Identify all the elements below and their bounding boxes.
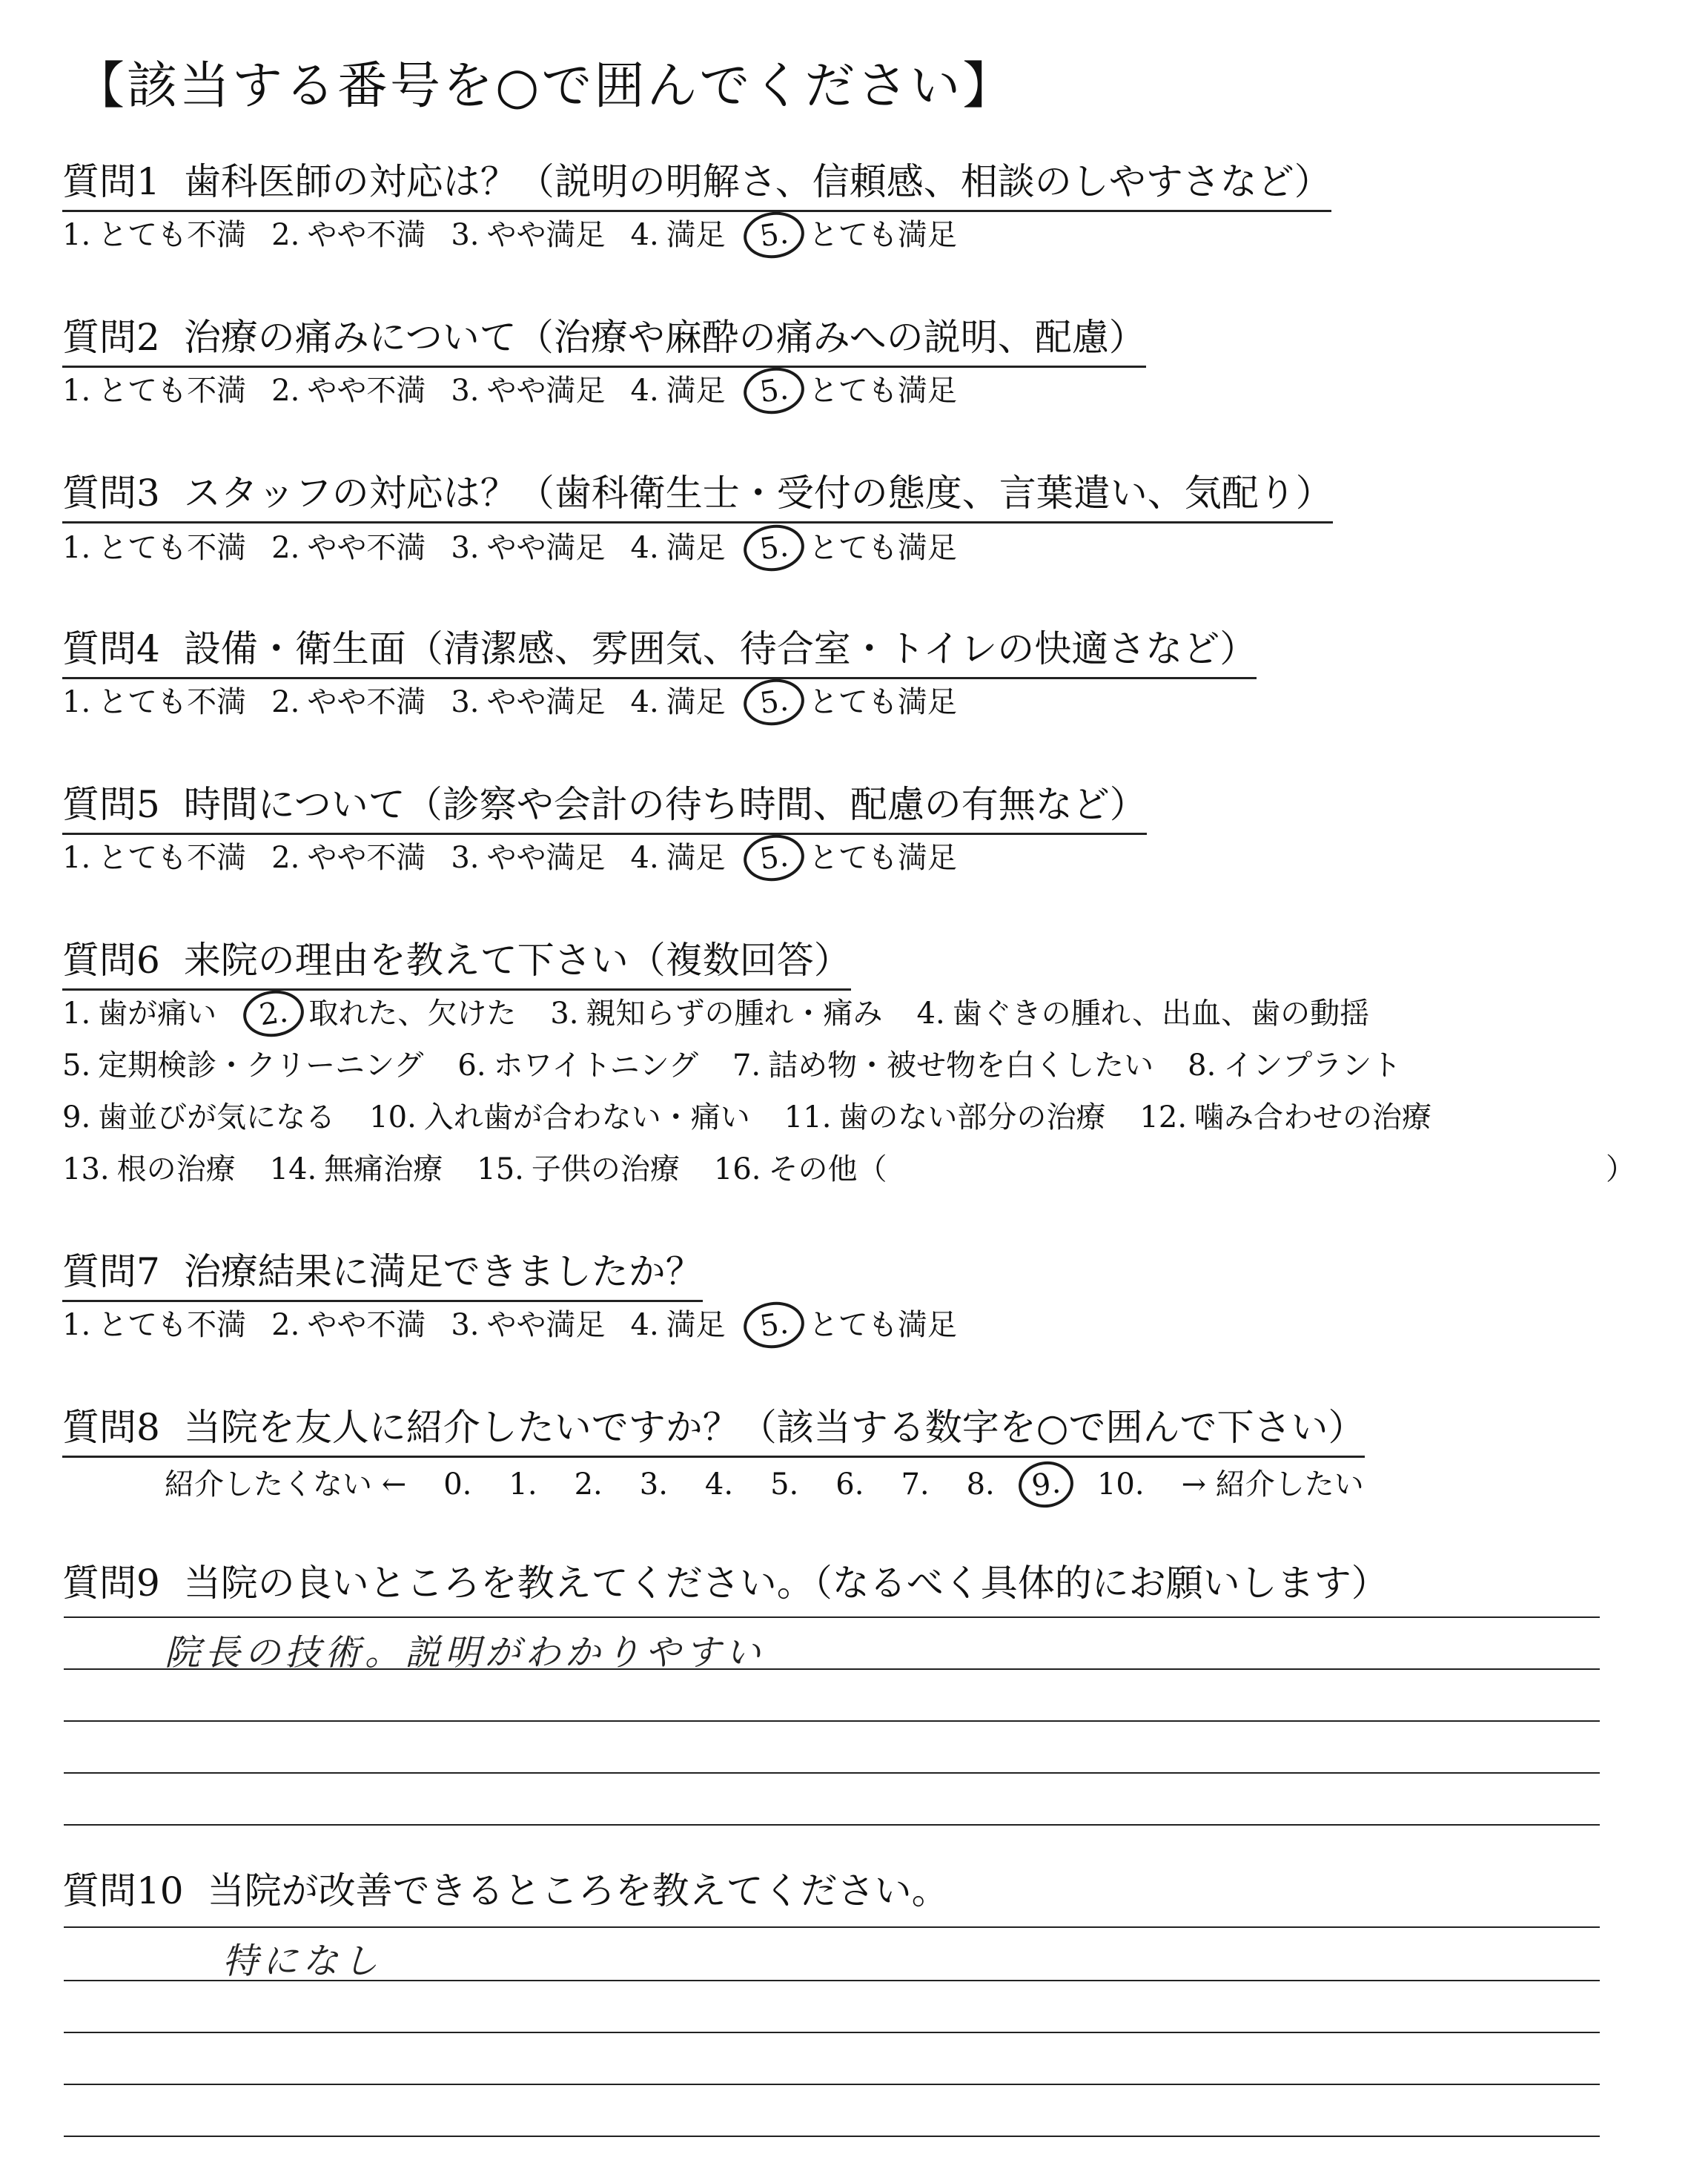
other-close-paren: ）: [1606, 1152, 1635, 1186]
reasons-option-12[interactable]: [1139, 1094, 1431, 1136]
option-number: 3.: [451, 685, 480, 719]
question-number: 質問9: [62, 1562, 160, 1605]
question-5-options: [62, 834, 982, 881]
question-text: 時間について（診察や会計の待ち時間、配慮の有無など）: [183, 783, 1147, 826]
question-2-options: [62, 367, 982, 414]
option-number: 4.: [630, 1308, 659, 1342]
question-number: 質問7: [62, 1250, 160, 1293]
rating_options-option-3[interactable]: [451, 834, 605, 876]
option-number: 5.: [741, 1298, 807, 1353]
option-number: 4.: [630, 374, 659, 408]
rating_options-option-4[interactable]: [631, 367, 726, 409]
rating_options-option-5[interactable]: [751, 524, 957, 571]
question-8-title: [62, 1398, 1365, 1458]
scale-value-4[interactable]: 4.: [704, 1467, 734, 1502]
option-number: 4.: [916, 997, 945, 1031]
option-number: 1.: [62, 374, 91, 408]
rating_options-option-3[interactable]: [451, 524, 605, 567]
option-number: 14.: [269, 1152, 317, 1186]
reasons-option-7[interactable]: [732, 1042, 1153, 1084]
option-label: 満足: [666, 374, 726, 408]
reasons-option-14[interactable]: [270, 1146, 443, 1188]
option-number: 3.: [451, 1308, 480, 1342]
rating_options-option-2[interactable]: [271, 524, 426, 567]
question-number: 質問10: [62, 1869, 184, 1912]
option-label: やや満足: [486, 841, 606, 875]
question-text: 当院の良いところを教えてください。（なるべく具体的にお願いします）: [183, 1562, 1388, 1605]
option-number: 1.: [62, 218, 91, 252]
rating_options-option-2[interactable]: [271, 834, 426, 876]
option-label: 歯並びが気になる: [98, 1100, 336, 1135]
q9-handwritten-answer[interactable]: 院長の技術。説明がわかりやすい: [165, 1632, 766, 1674]
question-4-options: [62, 678, 982, 725]
option-number: 2.: [271, 531, 300, 565]
scale-right-label: → 紹介したい: [1181, 1467, 1364, 1502]
reasons-option-2[interactable]: [251, 990, 516, 1037]
option-number: 5.: [741, 831, 807, 885]
option-label: 入れ歯が合わない・痛い: [423, 1100, 750, 1135]
option-label: やや不満: [307, 841, 426, 875]
option-number: 7.: [732, 1048, 761, 1083]
reasons-option-4[interactable]: [917, 990, 1370, 1032]
option-label: とても不満: [98, 531, 247, 565]
option-number: 1.: [62, 531, 91, 565]
answer-line: [64, 1772, 1600, 1774]
option-label: とても不満: [98, 218, 247, 252]
option-number: 15.: [477, 1152, 524, 1186]
question-9-title: [62, 1553, 1388, 1611]
option-label: とても不満: [98, 685, 247, 719]
rating_options-option-4[interactable]: [631, 211, 726, 254]
reasons-row-2: [62, 1042, 1435, 1084]
option-number: 1.: [62, 1308, 91, 1342]
question-text: 当院を友人に紹介したいですか？（該当する数字を○で囲んで下さい）: [183, 1406, 1366, 1449]
rating_options-option-3[interactable]: [451, 367, 605, 409]
rating_options-option-4[interactable]: [631, 524, 726, 567]
reasons-row-1: [62, 990, 1403, 1037]
option-number: 2.: [271, 218, 300, 252]
option-label: とても満足: [808, 1308, 957, 1342]
option-number: 2.: [271, 685, 300, 719]
rating_options-option-5[interactable]: [751, 678, 957, 725]
question-number: 質問1: [62, 160, 160, 203]
option-number: 1.: [62, 685, 91, 719]
reasons-option-6[interactable]: [457, 1042, 698, 1084]
option-number: 8.: [1188, 1048, 1217, 1083]
option-label: やや満足: [486, 374, 606, 408]
question-2-title: [62, 308, 1146, 368]
option-number: 4.: [630, 685, 659, 719]
question-3-options: [62, 524, 982, 571]
option-label: とても満足: [808, 218, 957, 252]
scale-value-6[interactable]: 6.: [835, 1467, 864, 1502]
scale-value-2[interactable]: 2.: [574, 1467, 603, 1502]
option-label: やや満足: [486, 685, 606, 719]
option-label: とても満足: [808, 531, 957, 565]
option-number: 10.: [369, 1100, 417, 1135]
option-number: 3.: [451, 218, 480, 252]
question-10-title: [62, 1861, 949, 1919]
question-6-title: [62, 931, 851, 991]
scale-value-9[interactable]: 9.: [1016, 1458, 1076, 1511]
reasons-option-16[interactable]: [714, 1146, 887, 1188]
option-label: 満足: [666, 841, 726, 875]
option-number: 2.: [240, 987, 307, 1041]
option-label: 歯が痛い: [98, 997, 217, 1031]
question-3-title: [62, 463, 1333, 524]
rating_options-option-2[interactable]: [271, 678, 426, 721]
answer-line: [64, 1720, 1600, 1722]
scale-value-0[interactable]: 0.: [443, 1467, 472, 1502]
option-label: とても不満: [98, 841, 247, 875]
option-label: その他（: [768, 1152, 887, 1186]
reasons-option-3[interactable]: [550, 990, 882, 1032]
rating_options-option-4[interactable]: [631, 834, 726, 876]
option-label: 親知らずの腫れ・痛み: [586, 997, 883, 1031]
option-number: 3.: [550, 997, 579, 1031]
option-label: やや不満: [307, 374, 426, 408]
question-text: 歯科医師の対応は？（説明の明解さ、信頼感、相談のしやすさなど）: [183, 160, 1331, 203]
scale-value-8[interactable]: 8.: [966, 1467, 995, 1502]
reasons-option-15[interactable]: [477, 1146, 680, 1188]
scale-value-10[interactable]: 10.: [1096, 1467, 1145, 1502]
rating_options-option-5[interactable]: [751, 834, 957, 881]
rating_options-option-1[interactable]: [62, 1301, 246, 1344]
question-number: 質問3: [62, 472, 160, 515]
question-5-title: [62, 775, 1147, 835]
option-label: 根の治療: [116, 1152, 236, 1186]
option-number: 4.: [630, 841, 659, 875]
answer-line: [64, 1980, 1600, 1981]
answer-line: [64, 1926, 1600, 1928]
option-label: とても満足: [808, 374, 957, 408]
question-1-options: [62, 211, 982, 258]
option-label: やや不満: [307, 685, 426, 719]
reasons-option-8[interactable]: [1188, 1042, 1401, 1084]
option-number: 5.: [741, 521, 807, 575]
option-label: とても不満: [98, 374, 247, 408]
option-label: やや満足: [486, 531, 606, 565]
form-header: 【該当する番号を○で囲んでください】: [74, 57, 1016, 116]
option-number: 12.: [1139, 1100, 1188, 1135]
option-number: 4.: [630, 531, 659, 565]
option-number: 5.: [741, 208, 807, 262]
answer-line: [64, 1668, 1600, 1670]
reasons-option-13[interactable]: [62, 1146, 236, 1188]
rating_options-option-3[interactable]: [451, 1301, 605, 1344]
question-number: 質問6: [62, 939, 160, 982]
question-number: 質問4: [62, 627, 160, 670]
scale-value-7[interactable]: 7.: [901, 1467, 930, 1502]
option-label: ホワイトニング: [493, 1048, 698, 1083]
question-number: 質問5: [62, 783, 160, 826]
reasons-option-10[interactable]: [369, 1094, 750, 1136]
question-text: 設備・衛生面（清潔感、雰囲気、待合室・トイレの快適さなど）: [183, 627, 1257, 670]
option-label: 満足: [666, 218, 726, 252]
rating_options-option-1[interactable]: [62, 834, 246, 876]
rating_options-option-2[interactable]: [271, 211, 426, 254]
rating_options-option-3[interactable]: [451, 211, 605, 254]
option-number: 9.: [62, 1100, 91, 1135]
question-text: 来院の理由を教えて下さい（複数回答）: [183, 939, 851, 982]
option-number: 5.: [741, 364, 807, 418]
option-number: 2.: [271, 841, 300, 875]
scale-left-label: 紹介したくない ←: [165, 1467, 407, 1502]
reasons-option-9[interactable]: [62, 1094, 335, 1136]
option-label: 満足: [666, 531, 726, 565]
option-number: 16.: [713, 1152, 761, 1186]
option-label: 歯のない部分の治療: [838, 1100, 1106, 1135]
answer-line: [64, 2084, 1600, 2085]
option-number: 11.: [784, 1100, 832, 1135]
rating_options-option-4[interactable]: [631, 678, 726, 721]
question-text: スタッフの対応は？（歯科衛生士・受付の態度、言葉遣い、気配り）: [183, 472, 1333, 515]
option-label: とても満足: [808, 685, 957, 719]
option-label: やや満足: [486, 1308, 606, 1342]
option-label: やや不満: [307, 218, 426, 252]
option-label: 子供の治療: [531, 1152, 680, 1186]
answer-line: [64, 2032, 1600, 2033]
option-number: 4.: [630, 218, 659, 252]
option-number: 3.: [451, 374, 480, 408]
rating_options-option-5[interactable]: [751, 1301, 957, 1348]
answer-line: [64, 2136, 1600, 2137]
option-label: やや不満: [307, 531, 426, 565]
option-label: 満足: [666, 1308, 726, 1342]
answer-line: [64, 1616, 1600, 1618]
rating_options-option-1[interactable]: [62, 524, 246, 567]
option-number: 3.: [451, 841, 480, 875]
option-label: 噛み合わせの治療: [1194, 1100, 1432, 1135]
question-7-options: [62, 1301, 982, 1348]
option-label: 詰め物・被せ物を白くしたい: [768, 1048, 1154, 1083]
option-number: 2.: [271, 374, 300, 408]
answer-line: [64, 1824, 1600, 1826]
reasons-option-1[interactable]: [62, 990, 216, 1032]
recommend-scale: [165, 1461, 1401, 1507]
rating_options-option-3[interactable]: [451, 678, 605, 721]
option-label: やや満足: [486, 218, 606, 252]
question-1-title: [62, 152, 1331, 212]
q10-handwritten-answer[interactable]: 特になし: [222, 1941, 383, 1982]
option-label: 無痛治療: [324, 1152, 443, 1186]
option-label: 満足: [666, 685, 726, 719]
scale-value-1[interactable]: 1.: [509, 1467, 537, 1502]
rating_options-option-4[interactable]: [631, 1301, 726, 1344]
option-number: 1.: [62, 841, 91, 875]
option-number: 13.: [62, 1152, 110, 1186]
option-number: 5.: [62, 1048, 91, 1083]
rating_options-option-1[interactable]: [62, 678, 246, 721]
rating_options-option-5[interactable]: [751, 367, 957, 414]
question-4-title: [62, 619, 1257, 679]
question-text: 治療の痛みについて（治療や麻酔の痛みへの説明、配慮）: [183, 316, 1146, 359]
option-number: 5.: [741, 676, 807, 730]
scale-value-3[interactable]: 3.: [639, 1467, 668, 1502]
rating_options-option-5[interactable]: [751, 211, 957, 258]
option-number: 1.: [62, 997, 91, 1031]
reasons-row-3: [62, 1094, 1466, 1136]
question-text: 当院が改善できるところを教えてください。: [207, 1869, 949, 1912]
reasons-option-5[interactable]: [62, 1042, 423, 1084]
option-number: 3.: [451, 531, 480, 565]
rating_options-option-1[interactable]: [62, 367, 246, 409]
question-7-title: [62, 1242, 703, 1302]
rating_options-option-2[interactable]: [271, 1301, 426, 1344]
option-label: とても不満: [98, 1308, 247, 1342]
rating_options-option-1[interactable]: [62, 211, 246, 254]
option-label: 取れた、欠けた: [308, 997, 517, 1031]
option-label: 定期検診・クリーニング: [98, 1048, 424, 1083]
question-number: 質問2: [62, 316, 160, 359]
rating_options-option-2[interactable]: [271, 367, 426, 409]
option-label: とても満足: [808, 841, 957, 875]
option-number: 6.: [457, 1048, 486, 1083]
reasons-row-4: [62, 1146, 921, 1188]
scale-value-5[interactable]: 5.: [770, 1467, 799, 1502]
option-label: 歯ぐきの腫れ、出血、歯の動揺: [952, 997, 1370, 1031]
reasons-option-11[interactable]: [784, 1094, 1106, 1136]
option-label: インプラント: [1223, 1048, 1402, 1083]
option-number: 2.: [271, 1308, 300, 1342]
option-label: やや不満: [307, 1308, 426, 1342]
question-text: 治療結果に満足できましたか？: [183, 1250, 703, 1293]
question-number: 質問8: [62, 1406, 160, 1449]
